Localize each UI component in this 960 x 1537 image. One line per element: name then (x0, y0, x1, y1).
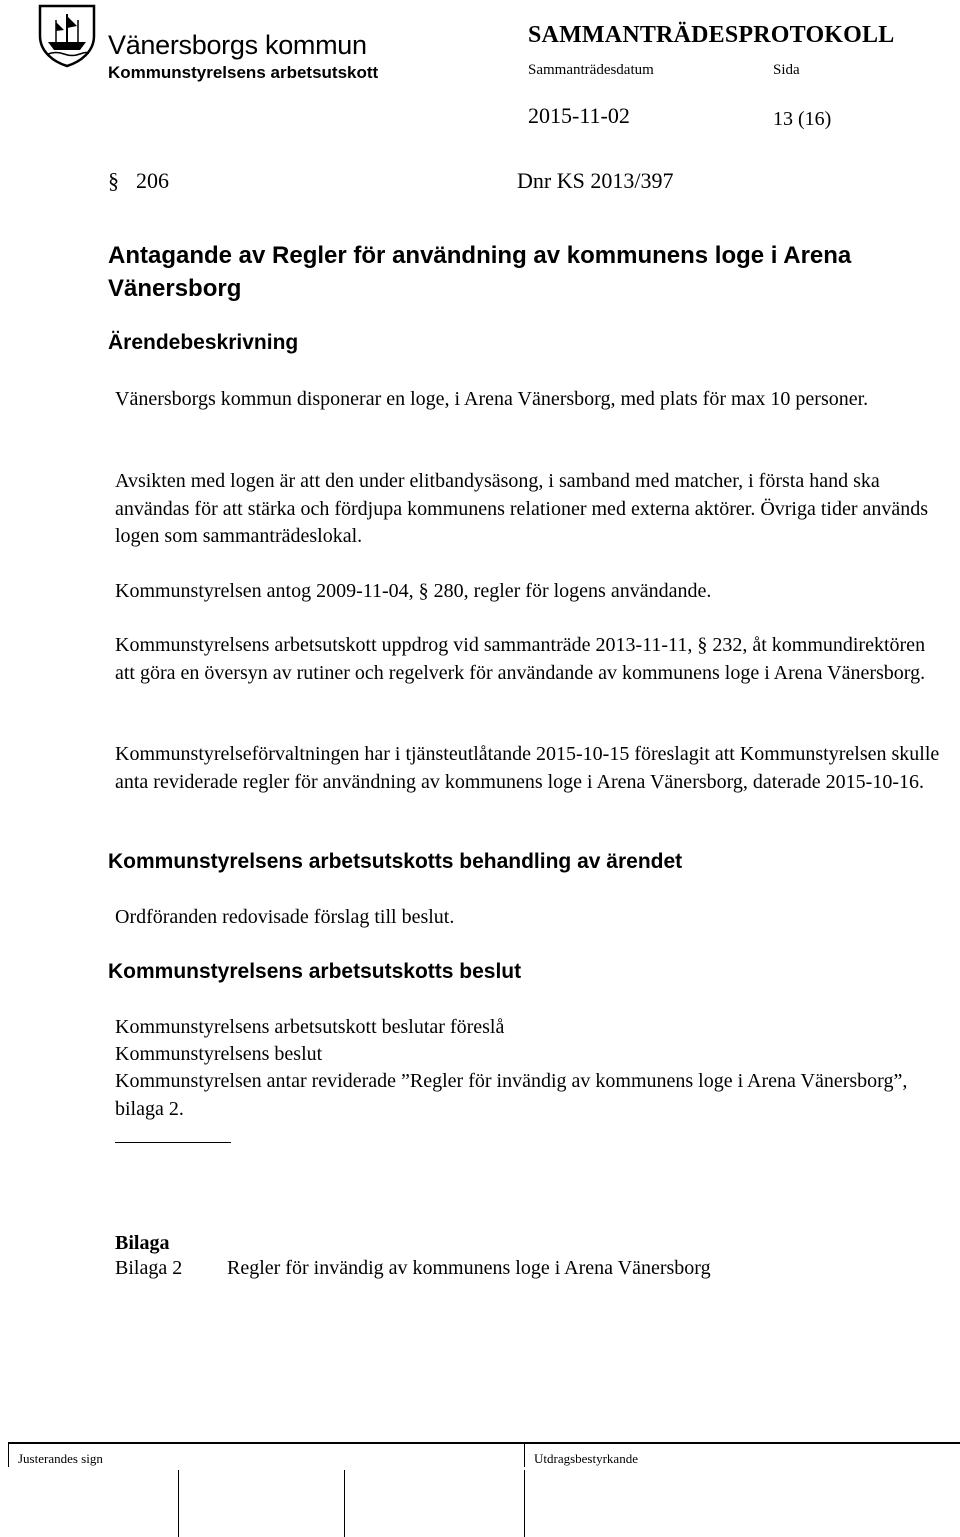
attachment-heading: Bilaga (115, 1232, 170, 1254)
decision-heading: Kommunstyrelsens arbetsutskotts beslut (108, 960, 522, 983)
meeting-date-label: Sammanträdesdatum (528, 62, 654, 78)
footer-divider (8, 1443, 9, 1467)
decision-line-1: Kommunstyrelsens arbetsutskott beslutar föreslå (115, 1016, 505, 1038)
footer-rule (8, 1442, 960, 1444)
case-paragraph-3-start: Kommunstyrelsen antog 2009-11-04, (115, 580, 414, 602)
section-sign: § (108, 168, 119, 193)
diary-number: Dnr KS 2013/397 (517, 168, 674, 193)
case-description-heading: Ärendebeskrivning (108, 331, 299, 354)
section-number: 206 (136, 168, 169, 193)
case-paragraph-4-start: Kommunstyrelsens arbetsutskott uppdrog vid sammanträde 2013-11-11, (115, 634, 693, 656)
decision-line-3: Kommunstyrelsen antar reviderade ”Regler för invändig av kommunens loge i Arena Vänersborg”, bilaga 2. (115, 1070, 908, 1120)
case-paragraph-2: Avsikten med logen är att den under elitbandysäsong, i samband med matcher, i första hand ska användas för att stärka och fördjupa kommunens relationer med externa aktörer. Övriga tider används logen som sammanträdeslokal. (115, 470, 929, 547)
organization-unit: Kommunstyrelsens arbetsutskott (108, 63, 379, 82)
municipal-coat-of-arms-logo (34, 2, 100, 68)
signature-box-divider (524, 1470, 525, 1537)
section-sign-inline: § (418, 580, 429, 602)
signature-box-divider (178, 1470, 179, 1537)
separator-line (115, 1142, 231, 1143)
ship-shield-icon (34, 2, 100, 68)
section-sign-inline: § (697, 634, 708, 656)
case-paragraph-1: Vänersborgs kommun disponerar en loge, i Arena Vänersborg, med plats för max 10 personer. (115, 388, 869, 410)
page-number: 13 (16) (773, 108, 832, 130)
footer-divider (524, 1443, 525, 1467)
organization-name: Vänersborgs kommun (108, 30, 367, 60)
attachment-title: Regler för invändig av kommunens loge i Arena Vänersborg (227, 1257, 711, 1279)
case-paragraph-4-end: 232, åt kommundirektören att göra en översyn av rutiner och regelverk för användande av kommunens loge i Arena Vänersborg. (115, 634, 926, 684)
handling-text: Ordföranden redovisade förslag till beslut. (115, 906, 455, 928)
page-label: Sida (773, 62, 800, 78)
handling-heading: Kommunstyrelsens arbetsutskotts behandling av ärendet (108, 850, 683, 873)
case-paragraph-3 (115, 578, 945, 606)
page-title: Antagande av Regler för användning av kommunens loge i Arena Vänersborg (108, 242, 852, 302)
extract-certification-label: Utdragsbestyrkande (534, 1451, 638, 1466)
case-paragraph-5: Kommunstyrelseförvaltningen har i tjänsteutlåtande 2015-10-15 föreslagit att Kommunstyrelsen skulle anta reviderade regler för användning av kommunens loge i Arena Vänersborg, daterade 2015-10-16. (115, 743, 940, 793)
signature-label: Justerandes sign (18, 1451, 103, 1466)
decision-line-2: Kommunstyrelsens beslut (115, 1043, 323, 1065)
signature-box-divider (344, 1470, 345, 1537)
meeting-date-value: 2015-11-02 (528, 103, 630, 128)
attachment-label: Bilaga 2 (115, 1257, 183, 1279)
case-paragraph-3-end: 280, regler för logens användande. (433, 580, 712, 602)
case-paragraph-4 (115, 632, 945, 687)
document-type: SAMMANTRÄDESPROTOKOLL (528, 22, 895, 48)
